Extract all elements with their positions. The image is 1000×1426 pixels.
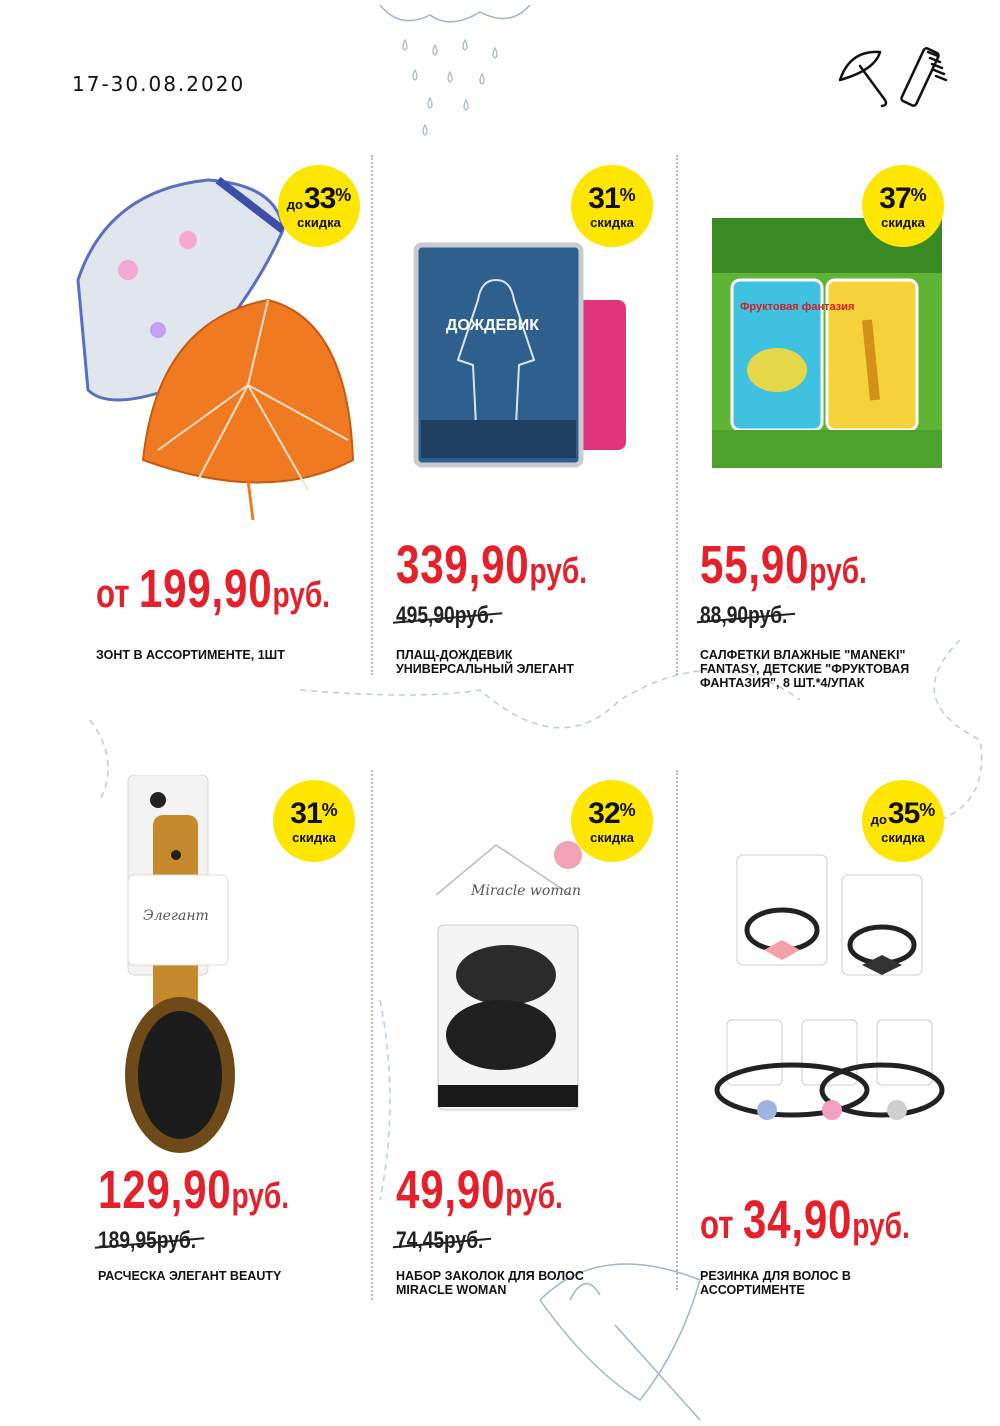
discount-badge bbox=[862, 165, 944, 247]
column-divider bbox=[676, 155, 678, 675]
product-card-wet-wipes[interactable] bbox=[682, 160, 982, 780]
old-price: 88,90руб. bbox=[700, 602, 788, 629]
badge-label: скидка bbox=[881, 829, 925, 845]
current-price bbox=[700, 1190, 910, 1250]
package-text: Фруктовая фантазия bbox=[740, 301, 855, 313]
package-text: ДОЖДЕВИК bbox=[446, 317, 539, 334]
percent-sign: % bbox=[619, 799, 636, 820]
current-price bbox=[96, 559, 330, 619]
current-price bbox=[98, 1160, 290, 1220]
discount-badge bbox=[273, 780, 355, 862]
badge-label: скидка bbox=[590, 829, 634, 845]
discount-badge bbox=[571, 165, 653, 247]
badge-label: скидка bbox=[590, 214, 634, 230]
product-description: НАБОР ЗАКОЛОК ДЛЯ ВОЛОС MIRACLE WOMAN bbox=[396, 1269, 584, 1297]
discount-badge bbox=[862, 780, 944, 862]
percent-sign: % bbox=[321, 799, 338, 820]
price-currency: руб. bbox=[529, 550, 588, 591]
badge-value: 31 bbox=[290, 796, 322, 830]
percent-sign: % bbox=[619, 184, 636, 205]
product-card-hair-clips[interactable] bbox=[376, 775, 676, 1395]
badge-value: 37 bbox=[879, 181, 911, 215]
badge-label: скидка bbox=[292, 829, 336, 845]
badge-label: скидка bbox=[881, 214, 925, 230]
package-text: Элегант bbox=[143, 908, 209, 924]
old-price: 495,90руб. bbox=[396, 602, 495, 629]
price-value: 34,90 bbox=[742, 1190, 853, 1250]
price-value: 49,90 bbox=[396, 1160, 506, 1220]
column-divider bbox=[371, 770, 373, 1300]
price-prefix: от bbox=[96, 572, 130, 616]
badge-prefix: до bbox=[286, 196, 303, 212]
price-prefix: от bbox=[700, 1203, 734, 1247]
package-text: Miracle woman bbox=[471, 883, 581, 899]
percent-sign: % bbox=[335, 184, 352, 205]
product-description: РЕЗИНКА ДЛЯ ВОЛОС В АССОРТИМЕНТЕ bbox=[700, 1269, 851, 1297]
discount-badge bbox=[278, 165, 360, 247]
product-card-raincoat[interactable] bbox=[376, 160, 676, 780]
product-description: ПЛАЩ-ДОЖДЕВИК УНИВЕРСАЛЬНЫЙ ЭЛЕГАНТ bbox=[396, 648, 575, 676]
column-divider bbox=[676, 770, 678, 1290]
product-description: РАСЧЕСКА ЭЛЕГАНТ BEAUTY bbox=[98, 1269, 282, 1283]
price-value: 199,90 bbox=[138, 559, 273, 619]
rain-cloud-decoration bbox=[370, 0, 540, 150]
promo-dates: 17-30.08.2020 bbox=[72, 72, 246, 96]
badge-value: 35 bbox=[887, 796, 920, 830]
current-price bbox=[700, 535, 867, 595]
price-currency: руб. bbox=[809, 550, 867, 591]
badge-prefix: до bbox=[870, 811, 887, 827]
current-price bbox=[396, 1160, 563, 1220]
column-divider bbox=[371, 155, 373, 675]
badge-label: скидка bbox=[297, 214, 341, 230]
badge-value: 32 bbox=[588, 796, 620, 830]
product-card-umbrella[interactable] bbox=[68, 160, 368, 780]
price-currency: руб. bbox=[272, 574, 330, 615]
price-value: 339,90 bbox=[396, 535, 530, 595]
product-card-hair-ties[interactable] bbox=[682, 775, 982, 1395]
percent-sign: % bbox=[910, 184, 927, 205]
badge-value: 33 bbox=[303, 181, 336, 215]
product-description: ЗОНТ В АССОРТИМЕНТЕ, 1ШТ bbox=[96, 648, 285, 662]
price-currency: руб. bbox=[852, 1205, 910, 1246]
product-card-hairbrush[interactable] bbox=[68, 775, 368, 1395]
old-price: 189,95руб. bbox=[98, 1227, 197, 1254]
price-value: 129,90 bbox=[98, 1160, 232, 1220]
old-price: 74,45руб. bbox=[396, 1227, 484, 1254]
price-currency: руб. bbox=[231, 1175, 290, 1216]
discount-badge bbox=[571, 780, 653, 862]
percent-sign: % bbox=[919, 799, 936, 820]
price-value: 55,90 bbox=[700, 535, 810, 595]
product-description: САЛФЕТКИ ВЛАЖНЫЕ "MANEKI" FANTASY, ДЕТСКИЕ "ФРУКТОВАЯ ФАНТАЗИЯ", 8 ШТ.*4/УПАК bbox=[700, 648, 910, 690]
price-currency: руб. bbox=[505, 1175, 563, 1216]
umbrella-comb-icons bbox=[830, 40, 950, 110]
current-price bbox=[396, 535, 588, 595]
badge-value: 31 bbox=[588, 181, 620, 215]
